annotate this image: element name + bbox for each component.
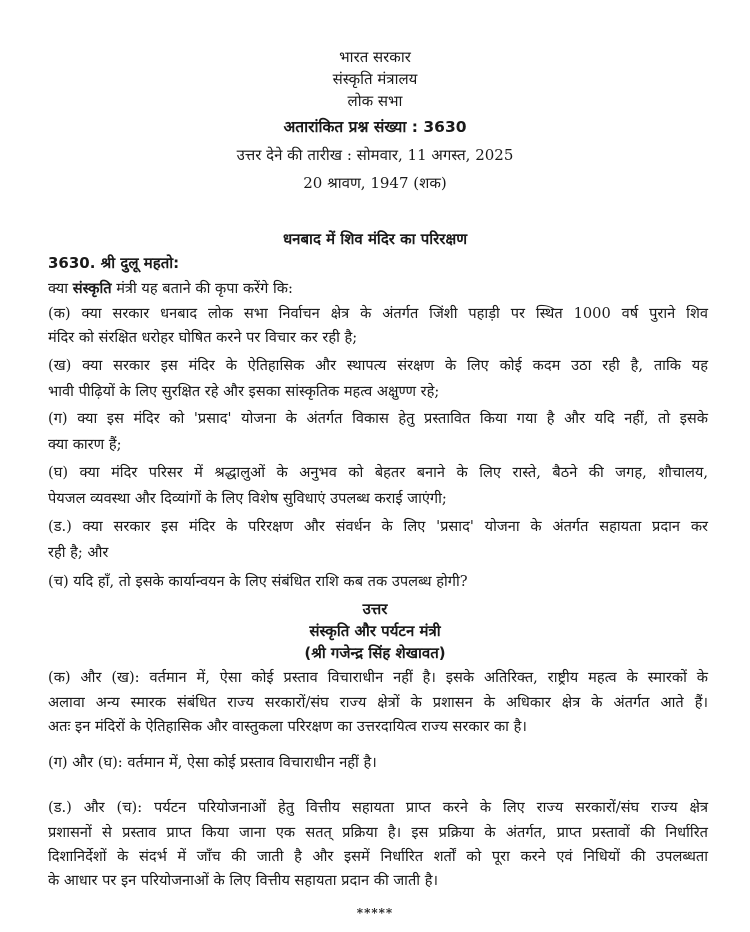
question-line: (घ) क्या मंदिर परिसर में श्रद्धालुओं के अनुभव को बेहतर बनाने के लिए रास्ते, बैठने की जगह, शौचालय, — [48, 464, 708, 481]
answer-line: (ड.) और (च): पर्यटन परियोजनाओं हेतु वित्तीय सहायता प्राप्त करने के लिए राज्य सरकारों/संघ राज्य क्षेत्र — [48, 799, 708, 816]
answer-line: के आधार पर इन परियोजनाओं के लिए वित्तीय सहायता प्रदान की जाती है। — [48, 872, 438, 889]
member-name: 3630. श्री दुलू महतो: — [48, 254, 180, 272]
question-line: भावी पीढ़ियों के लिए सुरक्षित रहे और इसका सांस्कृतिक महत्व अक्षुण्ण रहे; — [48, 383, 440, 400]
house-heading: लोक सभा — [347, 92, 403, 110]
answer-line: अतः इन मंदिरों के ऐतिहासिक और वास्तुकला परिरक्षण का उत्तरदायित्व राज्य सरकार का है। — [48, 718, 527, 735]
govt-heading: भारत सरकार — [339, 48, 411, 66]
question-line: मंदिर को संरक्षित धरोहर घोषित करने पर विचार कर रही है; — [48, 329, 358, 346]
question-line: (ड.) क्या सरकार इस मंदिर के परिरक्षण और संवर्धन के लिए 'प्रसाद' योजना के अंतर्गत सहायता प्रदान कर — [48, 518, 708, 535]
minister-name: (श्री गजेन्द्र सिंह शेखावत) — [304, 644, 446, 662]
minister-title: संस्कृति और पर्यटन मंत्री — [309, 622, 441, 640]
ministry-heading: संस्कृति मंत्रालय — [332, 70, 418, 88]
answer-line: (क) और (ख): वर्तमान में, ऐसा कोई प्रस्ताव विचाराधीन नहीं है। इसके अतिरिक्त, राष्ट्रीय महत्व के स्मारकों के — [48, 669, 708, 686]
saka-date: 20 श्रावण, 1947 (शक) — [303, 174, 447, 192]
end-mark: ***** — [356, 906, 394, 920]
answer-line: दिशानिर्देशों के संदर्भ में जाँच की जाती है और इसमें निर्धारित शर्तों को पूरा करने एवं निधियों की उपलब्धता — [48, 848, 708, 865]
answer-date: उत्तर देने की तारीख : सोमवार, 11 अगस्त, 2025 — [236, 146, 514, 164]
question-number: अतारांकित प्रश्न संख्या : 3630 — [283, 118, 467, 136]
question-intro — [48, 278, 708, 300]
question-line: पेयजल व्यवस्था और दिव्यांगों के लिए विशेष सुविधाएं उपलब्ध कराई जाएंगी; — [48, 490, 447, 507]
question-intro-ministry: संस्कृति — [72, 280, 112, 297]
question-line: (ग) क्या इस मंदिर को 'प्रसाद' योजना के अंतर्गत विकास हेतु प्रस्तावित किया गया है और यदि नहीं, तो इसके — [48, 410, 708, 427]
question-line: क्या कारण हैं; — [48, 436, 122, 453]
question-line: रही है; और — [48, 544, 109, 561]
answer-line: (ग) और (घ): वर्तमान में, ऐसा कोई प्रस्ताव विचाराधीन नहीं है। — [48, 754, 377, 771]
question-line: (च) यदि हाँ, तो इसके कार्यान्वयन के लिए संबंधित राशि कब तक उपलब्ध होगी? — [48, 573, 468, 590]
question-title: धनबाद में शिव मंदिर का परिरक्षण — [282, 230, 468, 248]
question-intro-post: मंत्री यह बताने की कृपा करेंगे कि: — [111, 280, 293, 297]
question-line: (ख) क्या सरकार इस मंदिर के ऐतिहासिक और स्थापत्य संरक्षण के लिए कोई कदम उठा रही है, ताकि यह — [48, 357, 708, 374]
question-line: (क) क्या सरकार धनबाद लोक सभा निर्वाचन क्षेत्र के अंतर्गत जिंशी पहाड़ी पर स्थित 1000 वर्ष पुराने शिव — [48, 305, 708, 322]
answer-line: प्रशासनों से प्रस्ताव प्राप्त किया जाना एक सतत् प्रक्रिया है। इस प्रक्रिया के अंतर्गत, प्राप्त प्रस्तावों की निर्धारित — [48, 824, 708, 841]
question-intro-pre: क्या — [48, 280, 73, 297]
answer-heading: उत्तर — [362, 600, 388, 618]
answer-line: अलावा अन्य स्मारक संबंधित राज्य सरकारों/संघ राज्य क्षेत्रों के प्रशासन के अधिकार क्षेत्र के अंतर्गत आते हैं। — [48, 694, 708, 711]
